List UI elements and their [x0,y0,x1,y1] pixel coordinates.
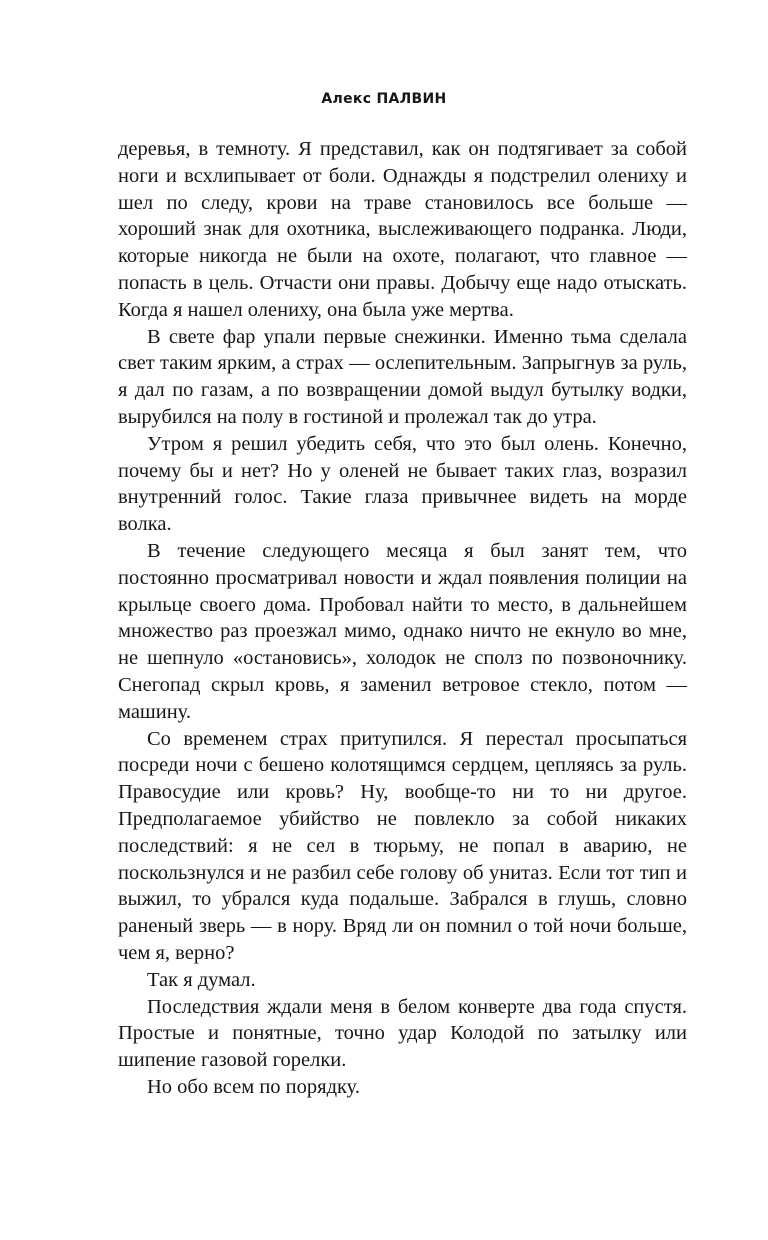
paragraph: В течение следующего месяца я был занят тем, что постоянно просматривал новости и ждал появления полиции на крыльце своего дома. Пробовал найти то место, в дальнейшем множество раз проезжал мимо, однако ничто не екнуло во мне, не шепнуло «остановись», холодок не сполз по позвоночнику. Снегопад скрыл кровь, я заменил ветровое стекло, потом — машину. [118,539,687,723]
paragraph: В свете фар упали первые снежинки. Именно тьма сделала свет таким ярким, а страх — ослепительным. Запрыгнув за руль, я дал по газам, а по возвращении домой выдул бутылку водки, вырубился на полу в гостиной и пролежал так до утра. [118,325,687,428]
paragraph: Но обо всем по порядку. [147,1075,361,1098]
paragraph-continued: деревья, в темноту. Я представил, как он подтягивает за собой ноги и всхлипывает от боли. Однажды я подстрелил олениху и шел по следу, крови на траве становилось все больше — хороший знак для охотника, выслеживающего подранка. Люди, которые никогда не были на охоте, полагают, что главное — попасть в цель. Отчасти они правы. Добычу еще надо отыскать. Когда я нашел олениху, она была уже мертва. [118,138,687,321]
body-text [118,136,687,1101]
paragraph: Так я думал. [147,968,256,991]
paragraph: Со временем страх притупился. Я перестал просыпаться посреди ночи с бешено колотящимся сердцем, цепляясь за руль. Правосудие или кровь? Ну, вообще-то ни то ни другое. Предполагаемое убийство не повлекло за собой никаких последствий: я не сел в тюрьму, не попал в аварию, не поскользнулся и не разбил себе голову об унитаз. Если тот тип и выжил, то убрался куда подальше. Забрался в глушь, словно раненый зверь — в нору. Вряд ли он помнил о той ночи больше, чем я, верно? [118,727,687,964]
paragraph: Утром я решил убедить себя, что это был олень. Конечно, почему бы и нет? Но у оленей не бывает таких глаз, возразил внутренний голос. Такие глаза привычнее видеть на морде волка. [118,432,687,536]
running-head: Алекс ПАЛВИН [321,91,447,107]
paragraph: Последствия ждали меня в белом конверте два года спустя. Простые и понятные, точно удар Колодой по затылку или шипение газовой горелки. [118,995,687,1072]
